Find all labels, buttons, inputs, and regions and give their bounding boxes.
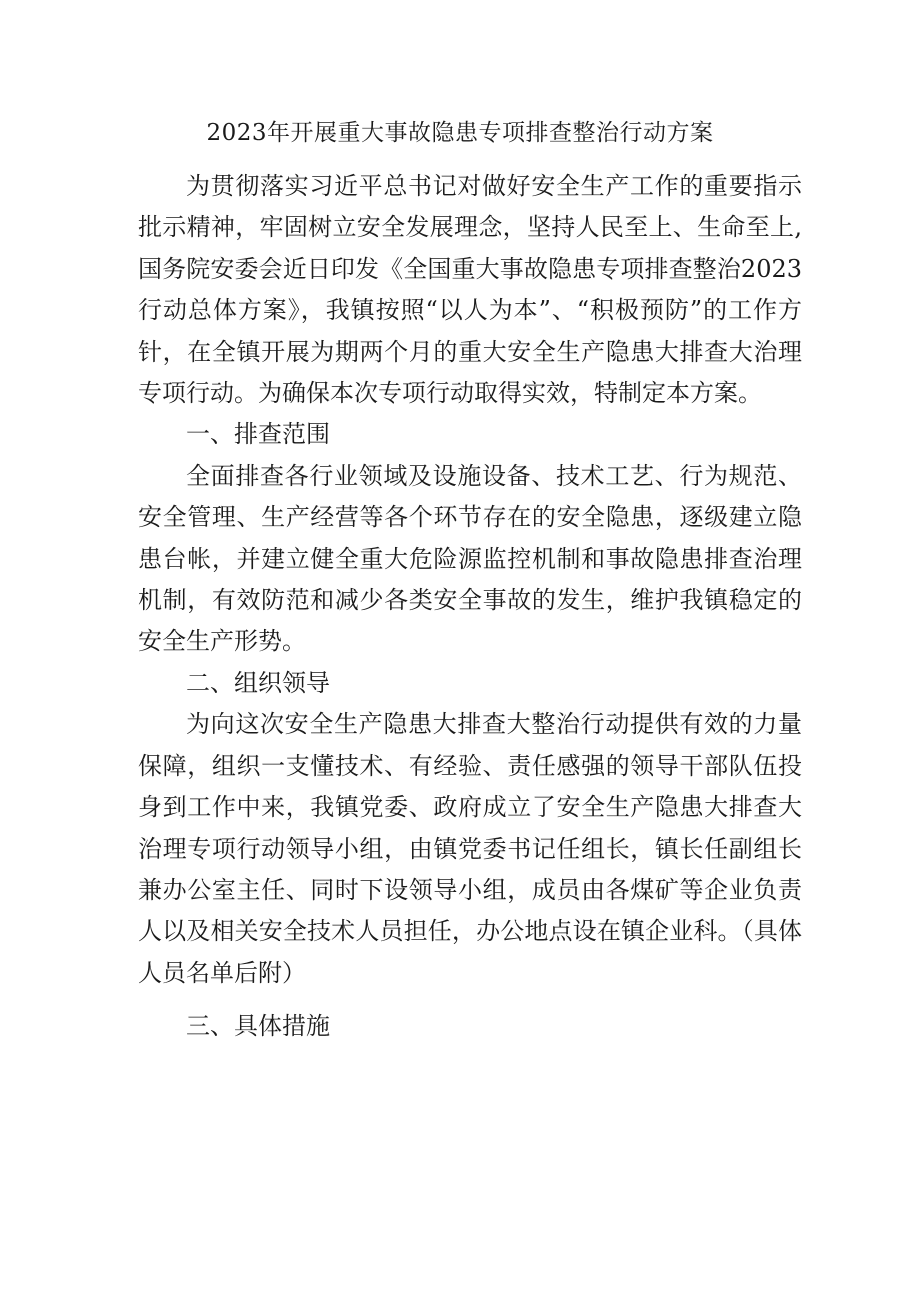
section-paragraph-scope: 全面排查各行业领域及设施设备、技术工艺、行为规范、安全管理、生产经营等各个环节存在的安全隐患，逐级建立隐患台帐，并建立健全重大危险源监控机制和事故隐患排查治理机制，有效防范和减少各类安全事故的发生，维护我镇稳定的安全生产形势。 [138, 461, 802, 656]
section-paragraph-leadership: 为向这次安全生产隐患大排查大整治行动提供有效的力量保障，组织一支懂技术、有经验、责任感强的领导干部队伍投身到工作中来，我镇党委、政府成立了安全生产隐患大排查大治理专项行动领导小组，由镇党委书记任组长，镇长任副组长兼办公室主任、同时下设领导小组，成员由各煤矿等企业负责人以及相关安全技术人员担任，办公地点设在镇企业科。（具体人员名单后附） [138, 710, 802, 987]
document-title: 2023年开展重大事故隐患专项排查整治行动方案 [206, 120, 714, 146]
intro-paragraph: 为贯彻落实习近平总书记对做好安全生产工作的重要指示批示精神，牢固树立安全发展理念，坚持人民至上、生命至上,国务院安委会近日印发《全国重大事故隐患专项排查整治2023行动总体方案》，我镇按照“以人为本”、“积极预防”的工作方针，在全镇开展为期两个月的重大安全生产隐患大排查大治理专项行动。为确保本次专项行动取得实效，特制定本方案。 [138, 172, 802, 408]
section-heading-scope: 一、排查范围 [186, 420, 330, 449]
section-heading-leadership: 二、组织领导 [186, 668, 330, 697]
section-heading-measures: 三、具体措施 [186, 1012, 330, 1041]
document-body [138, 166, 802, 1048]
